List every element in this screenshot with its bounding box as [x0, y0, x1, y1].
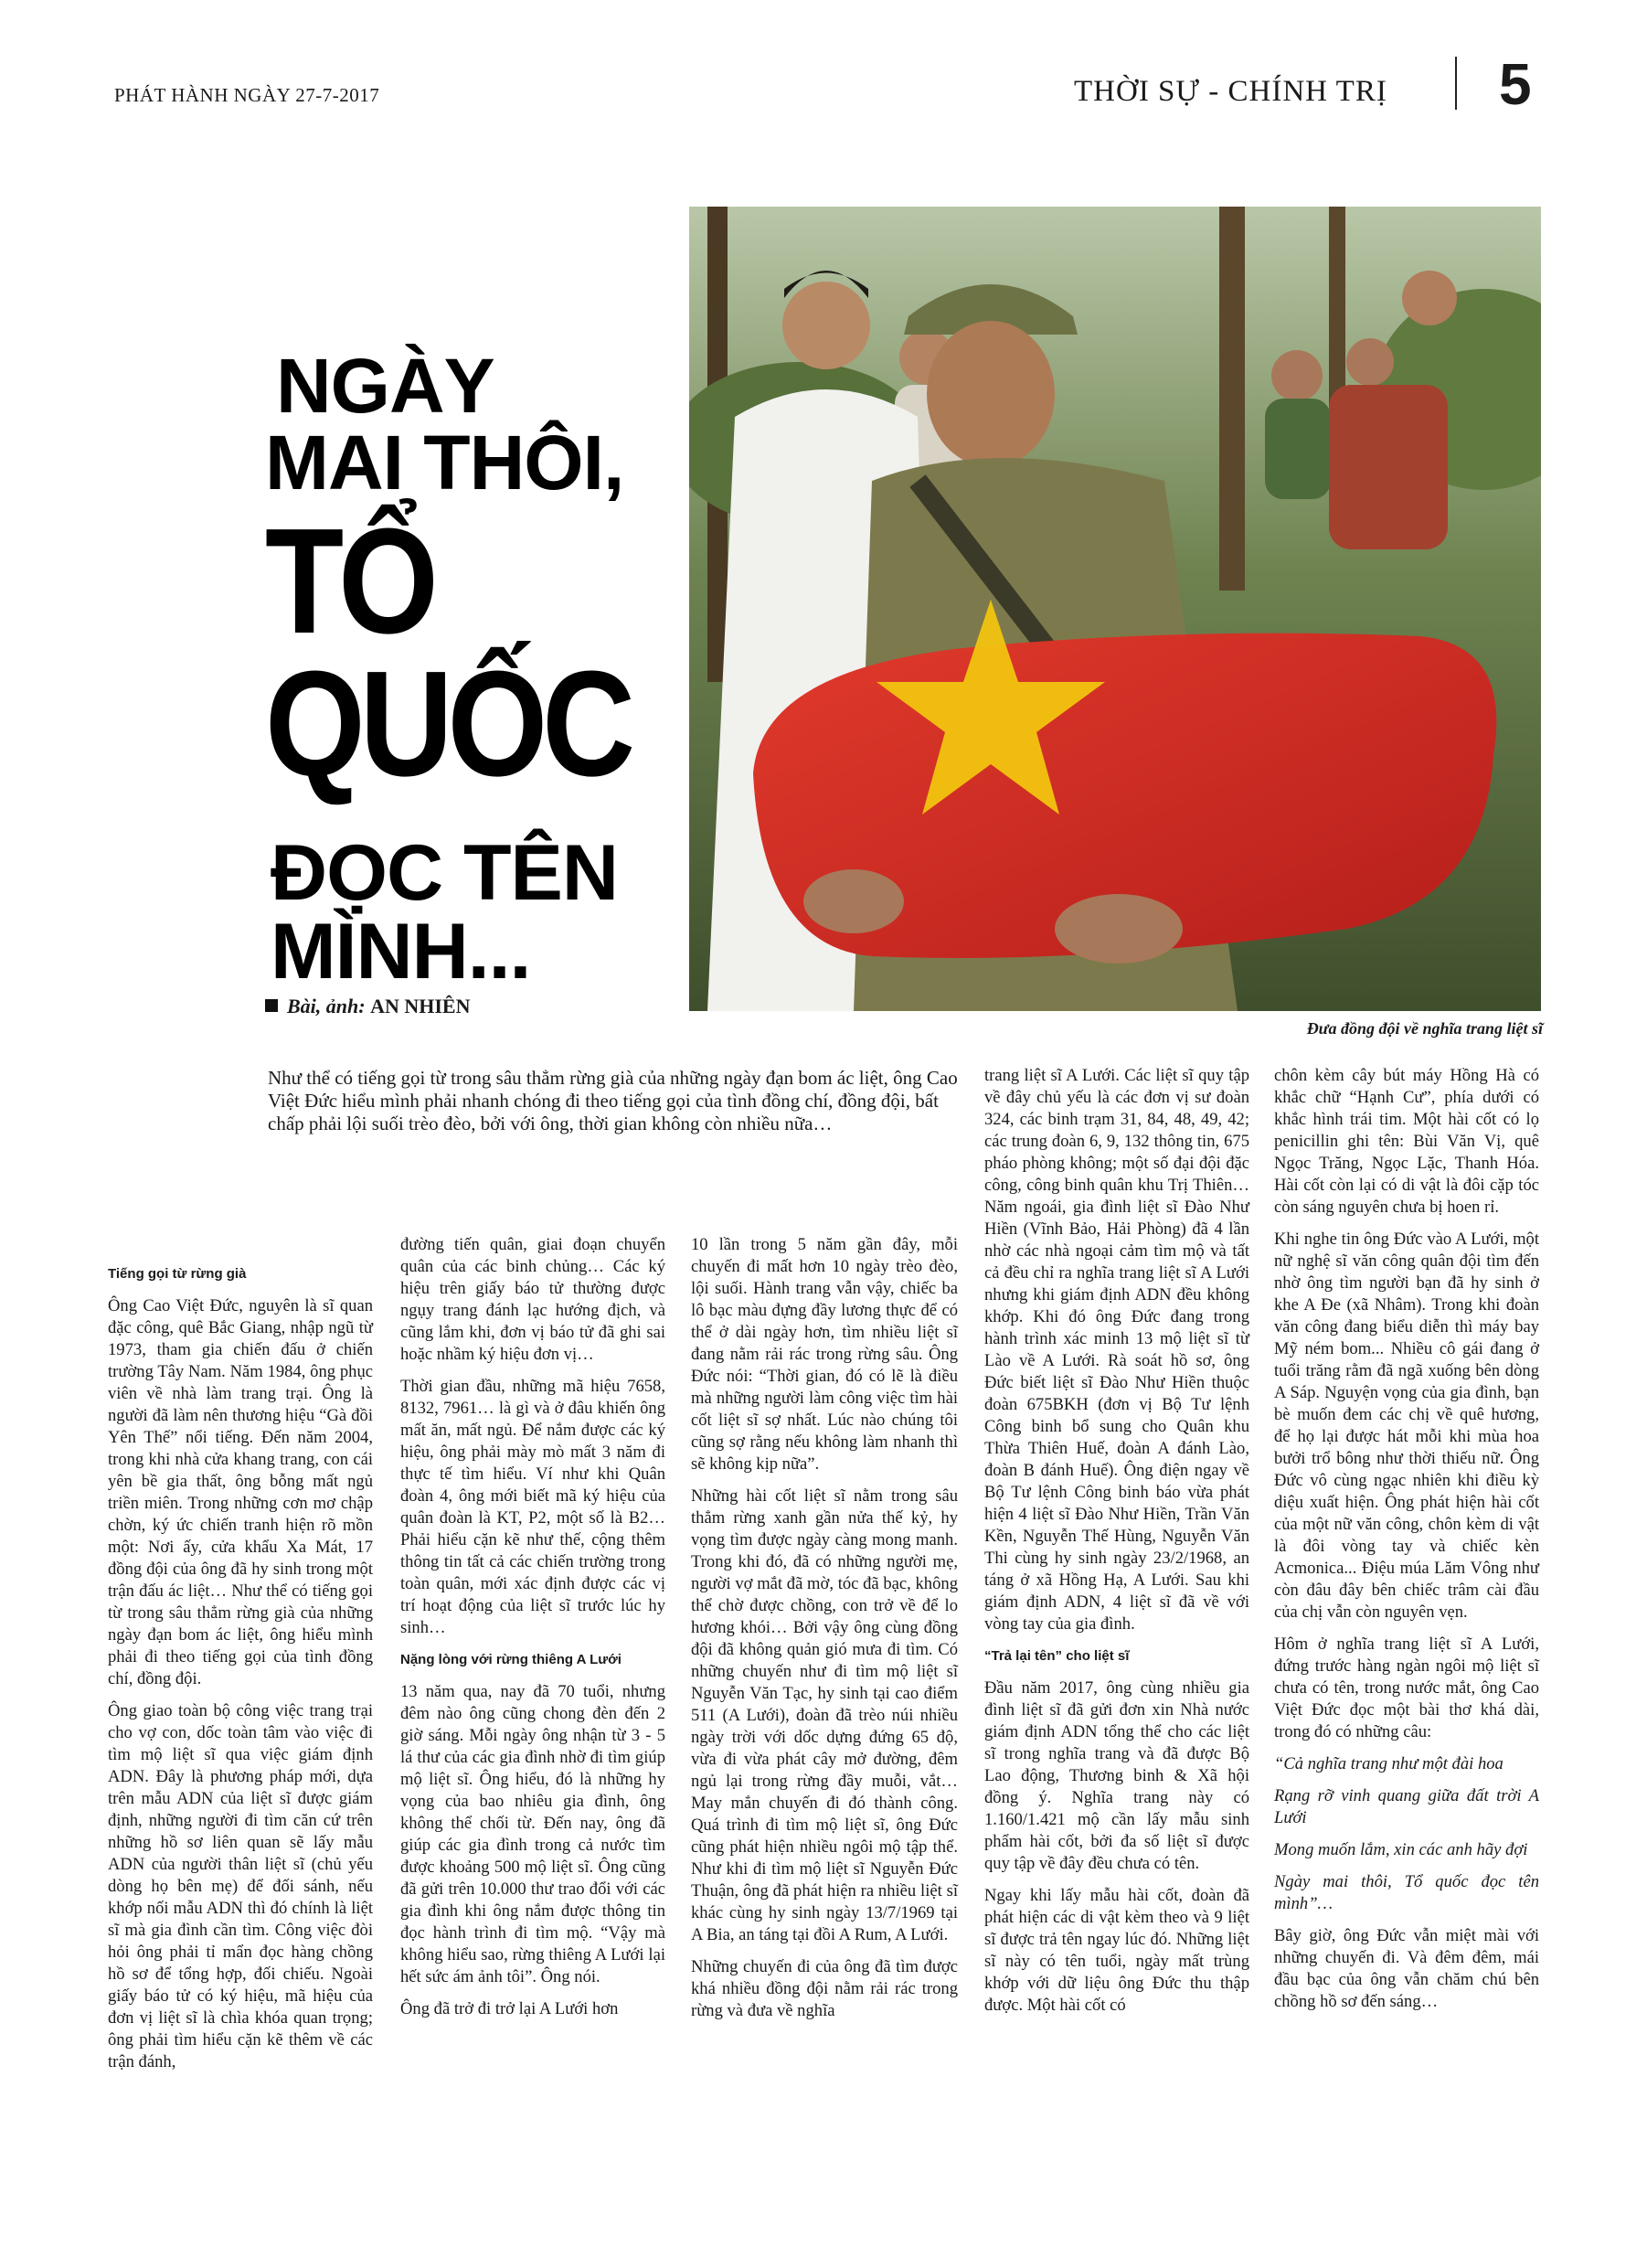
headline-line-1: NGÀY — [276, 343, 494, 429]
paragraph: Bây giờ, ông Đức vẫn miệt mài với những chuyến đi. Và đêm đêm, mái đầu bạc của ông vẫn chăm chú bên chồng hồ sơ đến sáng… — [1274, 1926, 1539, 2011]
headline-line-4: ĐỌC TÊN — [271, 828, 618, 917]
page-number: 5 — [1499, 51, 1532, 117]
poem-line: Mong muốn lắm, xin các anh hãy đợi — [1274, 1840, 1528, 1859]
article-lead: Như thể có tiếng gọi từ trong sâu thẳm rừng già của những ngày đạn bom ác liệt, ông Cao Việt Đức hiểu mình phải nhanh chóng đi theo tiếng gọi của tình đồng chí, đồng đội, bất chấp phải lội suối trèo đèo, bởi với ông, thời gian không còn nhiều nữa… — [268, 1067, 958, 1134]
subheading: Tiếng gọi từ rừng già — [108, 1266, 247, 1282]
column-4 — [984, 1065, 1249, 2027]
issue-date: PHÁT HÀNH NGÀY 27-7-2017 — [114, 84, 380, 106]
byline-author: AN NHIÊN — [370, 995, 471, 1017]
paragraph: Khi nghe tin ông Đức vào A Lưới, một nữ nghệ sĩ văn công quân đội tìm đến nhờ ông tìm người bạn đã hy sinh ở khe A Đe (xã Nhâm). Trong khi đoàn văn công đang biểu diễn thì máy bay Mỹ ném bom... Nhiều cô gái đang ở tuổi trăng rằm đã ngã xuống bên dòng A Sáp. Nguyện vọng của gia đình, bạn bè muốn đem các chị về quê hương, để họ lại được hát mỗi khi mùa hoa bưởi trổ bông như thời thiếu nữ. Ông Đức vô cùng ngạc nhiên khi điều kỳ diệu xuất hiện. Ông phát hiện hài cốt của một nữ văn công, chôn kèm di vật là đôi vòng tay và chiếc kèn Acmonica... Điệu múa Lăm Vông như còn đâu đây bên chiếc trâm cài đầu của chị vẫn còn nguyên vẹn. — [1274, 1230, 1539, 1622]
column-3 — [691, 1234, 958, 2032]
paragraph: Ông giao toàn bộ công việc trang trại cho vợ con, dốc toàn tâm vào việc đi tìm mộ liệt sĩ qua việc giám định ADN. Đây là phương pháp mới, dựa trên mẫu ADN của liệt sĩ được giám định, những người đi tìm căn cứ trên những hồ sơ liên quan sẽ lấy mẫu ADN của người thân liệt sĩ (chủ yếu dòng họ bên mẹ) để đối sánh, nếu khớp nối mẫu ADN thì đó chính là liệt sĩ mà gia đình cần tìm. Công việc đòi hỏi ông phải tỉ mẩn đọc hàng chồng hồ sơ để tổng hợp, đối chiếu. Ngoài giấy báo tử có ký hiệu, mã hiệu của đơn vị liệt sĩ là chìa khóa quan trọng; ông phải tìm hiểu cặn kẽ thêm về các trận đánh, — [108, 1701, 373, 2071]
photo-illustration — [689, 207, 1541, 1011]
header-divider — [1455, 57, 1457, 110]
paragraph: 13 năm qua, nay đã 70 tuổi, nhưng đêm nào ông cũng chong đèn đến 2 giờ sáng. Mỗi ngày ông nhận từ 3 - 5 lá thư của các gia đình nhờ đi tìm giúp mộ liệt sĩ. Ông hiểu, đó là những hy vọng của bao nhiêu gia đình, ông không thể chối từ. Đến nay, ông đã giúp các gia đình trong cả nước tìm được khoảng 500 mộ liệt sĩ. Ông cũng đã gửi trên 10.000 thư trao đổi với các gia đình khi ông nắm được thông tin đọc hành trình đi tìm mộ. “Vậy mà không hiểu sao, rừng thiêng A Lưới lại hết sức ám ảnh tôi”. Ông nói. — [400, 1682, 665, 1986]
headline-line-2: MAI THÔI, — [265, 420, 624, 506]
paragraph: Những hài cốt liệt sĩ nằm trong sâu thẳm rừng xanh gần nửa thế kỷ, hy vọng tìm được ngày càng mong manh. Trong khi đó, đã có những người mẹ, người vợ mắt đã mờ, tóc đã bạc, không thể chờ được chồng, con trở về để lo hương khói… Bởi vậy ông cùng đồng đội đã không quản gió mưa đi tìm. Có những chuyến như đi tìm mộ liệt sĩ Nguyễn Văn Tạc, hy sinh tại cao điểm 511 (A Lưới), đoàn đã trèo núi nhiều ngày trời với dốc dựng đứng 65 độ, vừa đi vừa phát cây mở đường, đêm ngủ lại trong rừng đầy muỗi, vắt… May mắn chuyến đi đó thành công. Quá trình đi tìm mộ liệt sĩ, ông Đức cũng phát hiện nhiều ngôi mộ tập thể. Như khi đi tìm mộ liệt sĩ Nguyễn Đức Thuận, ông đã phát hiện ra nhiều liệt sĩ khác cùng hy sinh ngày 13/7/1969 tại A Bia, an táng tại đồi A Rum, A Lưới. — [691, 1486, 958, 1944]
paragraph: Ngay khi lấy mẫu hài cốt, đoàn đã phát hiện các di vật kèm theo và 9 liệt sĩ được trả tên ngay lúc đó. Những liệt sĩ này có tên tuổi, ngày mất trùng khớp với dữ liệu ông Đức thu thập được. Một hài cốt có — [984, 1886, 1249, 2015]
section-title: THỜI SỰ - CHÍNH TRỊ — [1074, 75, 1387, 108]
byline-prefix: Bài, ảnh: — [287, 995, 366, 1017]
column-2 — [400, 1234, 665, 2030]
paragraph: trang liệt sĩ A Lưới. Các liệt sĩ quy tập về đây chủ yếu là các đơn vị sư đoàn 324, các binh trạm 31, 84, 48, 49, 42; các trung đoàn 6, 9, 132 thông tin, 675 pháo phòng không; một số đại đội đặc công, công binh quân khu Trị Thiên… Năm ngoái, gia đình liệt sĩ Đào Như Hiền (Vĩnh Bảo, Hải Phòng) đã 4 lần nhờ các nhà ngoại cảm tìm mộ và tất cả đều chỉ ra nghĩa trang liệt sĩ A Lưới nhưng khi giám định ADN đều không khớp. Khi đó ông Đức đang trong hành trình xác minh 13 mộ liệt sĩ từ Lào về A Lưới. Rà soát hồ sơ, ông Đức biết liệt sĩ Đào Như Hiền thuộc đoàn 675BKH (đơn vị Bộ Tư lệnh Công binh bổ sung cho Quân khu Thừa Thiên Huế, đoàn A đánh Lào, đoàn B đánh Huế). Ông điện ngay về Bộ Tư lệnh Công binh báo vừa phát hiện 4 liệt sĩ Đào Như Hiền, Trần Văn Kền, Nguyễn Thế Hùng, Nguyễn Văn Thi cùng hy sinh ngày 23/2/1968, an táng ở xã Hồng Hạ, A Lưới. Sau khi giám định ADN, 4 liệt sĩ đã về với vòng tay của gia đình. — [984, 1066, 1249, 1634]
paragraph: Thời gian đầu, những mã hiệu 7658, 8132, 7961… là gì và ở đâu khiến ông mất ăn, mất ngủ. Để nắm được các ký hiệu, ông phải mày mò mất 3 năm đi thực tế tìm hiểu. Ví như khi Quân đoàn 4, ông mới biết mã ký hiệu của quân đoàn là KT, P2, một số là B2… Phải hiểu cặn kẽ như thế, cộng thêm thông tin tất cả các chiến trường trong toàn quân, mới xác định được các vị trí hoạt động của liệt sĩ trước lúc hy sinh… — [400, 1377, 665, 1637]
paragraph: Đầu năm 2017, ông cùng nhiều gia đình liệt sĩ đã gửi đơn xin Nhà nước giám định ADN tổng thể cho các liệt sĩ trong nghĩa trang và đã được Bộ Lao động, Thương binh & Xã hội đồng ý. Nghĩa trang này có 1.160/1.421 mộ cần lấy mẫu sinh phẩm hài cốt, bởi đa số liệt sĩ được quy tập về đây đều chưa có tên. — [984, 1678, 1249, 1873]
article-photo — [689, 207, 1541, 1011]
headline-line-5: MÌNH... — [271, 907, 531, 996]
subheading: “Trả lại tên” cho liệt sĩ — [984, 1648, 1130, 1664]
paragraph: 10 lần trong 5 năm gần đây, mỗi chuyến đi mất hơn 10 ngày trèo đèo, lội suối. Hành trang vẫn vậy, chiếc ba lô bạc màu đựng đầy lương thực để có thể ở dài ngày hơn, tìm nhiều liệt sĩ đang nằm rải rác trong rừng sâu. Ông Đức nói: “Thời gian, đó có lẽ là điều mà những người làm công việc tìm hài cốt liệt sĩ sợ nhất. Lúc nào chúng tôi cũng sợ rằng nếu không làm nhanh thì sẽ không kịp nữa”. — [691, 1235, 958, 1474]
poem-line: Rạng rỡ vinh quang giữa đất trời A Lưới — [1274, 1786, 1539, 1827]
subheading: Nặng lòng với rừng thiêng A Lưới — [400, 1652, 622, 1667]
article-headline — [265, 343, 695, 996]
paragraph: Những chuyến đi của ông đã tìm được khá nhiều đồng đội nằm rải rác trong rừng và đưa về nghĩa — [691, 1957, 958, 2020]
bullet-square-icon — [265, 999, 278, 1012]
byline — [265, 995, 471, 1018]
paragraph: chôn kèm cây bút máy Hồng Hà có khắc chữ “Hạnh Cư”, phía dưới có khắc hình trái tim. Một hài cốt có lọ penicillin ghi tên: Bùi Văn Vị, quê Ngọc Trăng, Ngọc Lặc, Thanh Hóa. Hài cốt còn lại có di vật là đôi cặp tóc còn sáng nguyên chưa bị hoen rỉ. — [1274, 1066, 1539, 1217]
paragraph: Hôm ở nghĩa trang liệt sĩ A Lưới, đứng trước hàng ngàn ngôi mộ liệt sĩ chưa có tên, trong nước mắt, ông Cao Việt Đức đọc một bài thơ khá dài, trong đó có những câu: — [1274, 1634, 1539, 1741]
paragraph: Ông đã trở đi trở lại A Lưới hơn — [400, 1999, 619, 2018]
poem-line: “Cả nghĩa trang như một đài hoa — [1274, 1754, 1504, 1773]
column-1 — [108, 1260, 373, 2083]
poem-line: Ngày mai thôi, Tổ quốc đọc tên mình”… — [1274, 1872, 1539, 1913]
photo-caption: Đưa đồng đội về nghĩa trang liệt sĩ — [1306, 1019, 1543, 1038]
paragraph: Ông Cao Việt Đức, nguyên là sĩ quan đặc công, quê Bắc Giang, nhập ngũ từ 1973, tham gia chiến đấu ở chiến trường Tây Nam. Năm 1984, ông phục viên về nhà làm trang trại. Ông là người đã làm nên thương hiệu “Gà đồi Yên Thế” nổi tiếng. Đến năm 2004, trong khi nhà cửa khang trang, con cái yên bề gia thất, ông bỗng mất ngủ triền miên. Trong những cơn mơ chập chờn, ký ức chiến tranh hiện rõ mồn một: Nơi ấy, cửa khẩu Xa Mát, 17 đồng đội của ông đã hy sinh trong một trận đấu ác liệt… Như thể có tiếng gọi từ trong sâu thẳm rừng già của những ngày đạn bom ác liệt, ông hiểu mình phải đi theo tiếng gọi của tình đồng chí, đồng đội. — [108, 1296, 373, 1688]
column-5 — [1274, 1065, 1539, 2023]
headline-line-3: TỔ QUỐC — [265, 497, 631, 807]
paragraph: đường tiến quân, giai đoạn chuyển quân của các binh chủng… Các ký hiệu trên giấy báo tử thường được ngụy trang đánh lạc hướng địch, và cũng lắm khi, đơn vị báo tử đã ghi sai hoặc nhầm ký hiệu đơn vị… — [400, 1235, 665, 1364]
